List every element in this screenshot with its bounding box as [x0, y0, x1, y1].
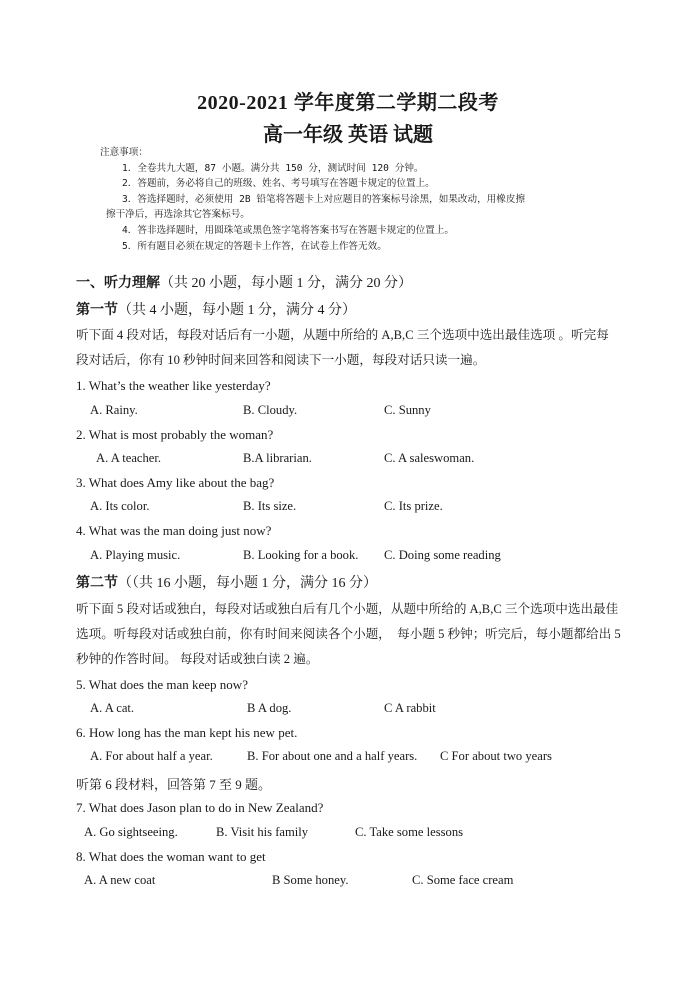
- note-item-1: 1．全卷共九大题，87 小题。满分共 150 分，测试时间 120 分钟。: [122, 162, 424, 174]
- note-item-3-continued: 擦干净后，再选涂其它答案标号。: [106, 209, 250, 221]
- section-2-note: （（共 16 小题，每小题 1 分，满分 16 分）: [118, 576, 377, 591]
- q8-option-b: B Some honey.: [272, 873, 349, 887]
- part-heading-listening: [76, 272, 412, 292]
- question-7: 7. What does Jason plan to do in New Zealand?: [76, 800, 324, 815]
- q6-option-c: C For about two years: [440, 749, 552, 763]
- q3-option-a: A. Its color.: [90, 499, 150, 513]
- q4-option-b: B. Looking for a book.: [243, 548, 359, 562]
- section-heading-1: [76, 299, 356, 319]
- q2-option-a: A. A teacher.: [96, 451, 162, 465]
- q8-option-c: C. Some face cream: [412, 873, 514, 887]
- exam-subtitle: 高一年级 英语 试题: [263, 124, 433, 146]
- material-note: 听第 6 段材料，回答第 7 至 9 题。: [76, 777, 272, 792]
- q6-option-b: B. For about one and a half years.: [247, 749, 418, 763]
- q6-option-a: A. For about half a year.: [90, 749, 213, 763]
- note-item-3: 3．答选择题时，必须使用 2B 铅笔将答题卡上对应题目的答案标号涂黑，如果改动，用橡皮擦: [122, 193, 526, 205]
- q7-option-b: B. Visit his family: [216, 825, 309, 839]
- q3-option-c: C. Its prize.: [384, 499, 443, 513]
- exam-title: 2020-2021 学年度第二学期二段考: [197, 92, 499, 114]
- q2-option-b: B.A librarian.: [243, 451, 312, 465]
- q5-option-c: C A rabbit: [384, 701, 436, 715]
- section-1-instructions: 听下面 4 段对话，每段对话后有一小题，从题中所给的 A,B,C 三个选项中选出最佳选项 。听完每段对话后，你有 10 秒钟时间来回答和阅读下一小题，每段对话只读一遍。: [76, 328, 609, 367]
- part-heading-label: 一、听力理解: [76, 276, 160, 291]
- question-5: 5. What does the man keep now?: [76, 677, 248, 692]
- note-item-4: 4．答非选择题时，用圆珠笔或黑色签字笔将答案书写在答题卡规定的位置上。: [122, 224, 454, 236]
- q3-option-b: B. Its size.: [243, 499, 297, 513]
- question-8: 8. What does the woman want to get: [76, 849, 266, 864]
- q8-option-a: A. A new coat: [84, 873, 156, 887]
- question-4: 4. What was the man doing just now?: [76, 523, 272, 538]
- question-3: 3. What does Amy like about the bag?: [76, 475, 275, 490]
- q1-option-c: C. Sunny: [384, 403, 431, 417]
- section-2-instructions: 听下面 5 段对话或独白，每段对话或独白后有几个小题，从题中所给的 A,B,C 三个选项中选出最佳选项。听每段对话或独白前，你有时间来阅读各个小题， 每小题 5 秒钟；听完后，每小题都给出 5 秒钟的作答时间。 每段对话或独白读 2 遍。: [76, 602, 621, 666]
- notes-heading: 注意事项：: [100, 147, 148, 158]
- q1-option-b: B. Cloudy.: [243, 403, 298, 417]
- q5-option-b: B A dog.: [247, 701, 292, 715]
- q7-option-c: C. Take some lessons: [355, 825, 464, 839]
- question-2: 2. What is most probably the woman?: [76, 427, 274, 442]
- q5-option-a: A. A cat.: [90, 701, 135, 715]
- q7-option-a: A. Go sightseeing.: [84, 825, 178, 839]
- section-1-label: 第一节: [76, 303, 118, 318]
- note-item-2: 2．答题前，务必将自己的班级、姓名、考号填写在答题卡规定的位置上。: [122, 178, 435, 190]
- q2-option-c: C. A saleswoman.: [384, 451, 475, 465]
- section-1-note: （共 4 小题，每小题 1 分，满分 4 分）: [118, 303, 356, 318]
- question-6: 6. How long has the man kept his new pet.: [76, 725, 298, 740]
- question-1: 1. What’s the weather like yesterday?: [76, 378, 271, 393]
- exam-notes: [76, 145, 636, 254]
- section-heading-2: [76, 572, 377, 592]
- q1-option-a: A. Rainy.: [90, 403, 138, 417]
- part-heading-note: （共 20 小题，每小题 1 分，满分 20 分）: [160, 276, 412, 291]
- section-2-label: 第二节: [76, 576, 118, 591]
- q4-option-c: C. Doing some reading: [384, 548, 501, 562]
- note-item-5: 5．所有题目必须在规定的答题卡上作答，在试卷上作答无效。: [122, 240, 387, 252]
- q4-option-a: A. Playing music.: [90, 548, 181, 562]
